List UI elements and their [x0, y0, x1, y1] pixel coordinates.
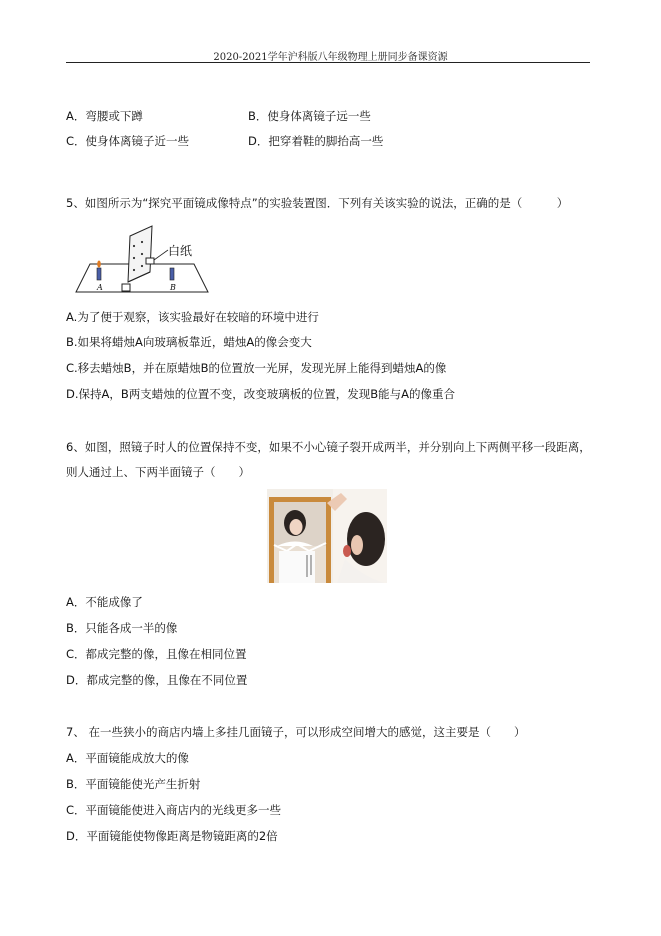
q5-option-d: D.保持A，B两支蜡烛的位置不变，改变玻璃板的位置，发现B能与A的像重合	[66, 387, 456, 401]
candle-a-icon	[97, 261, 101, 281]
q6-option-d: D．都成完整的像，且像在不同位置	[66, 673, 248, 687]
q6-option-c: C．都成完整的像，且像在相同位置	[66, 647, 247, 661]
q7-option-d: D．平面镜能使物像距离是物镜距离的2倍	[66, 829, 278, 843]
q4-option-c: C．使身体离镜子近一些	[66, 134, 190, 148]
candle-b-icon	[170, 268, 174, 280]
q5-option-b: B.如果将蜡烛A向玻璃板靠近，蜡烛A的像会变大	[66, 335, 312, 349]
q7-stem: 7、 在一些狭小的商店内墙上多挂几面镜子，可以形成空间增大的感觉，这主要是（ ）	[66, 725, 526, 739]
q7-option-a: A．平面镜能成放大的像	[66, 751, 189, 765]
q4-option-b: B．使身体离镜子远一些	[248, 109, 371, 123]
q4-option-d: D．把穿着鞋的脚抬高一些	[248, 134, 384, 148]
q7-option-b: B．平面镜能使光产生折射	[66, 777, 201, 791]
header-rule	[66, 62, 590, 63]
mirror-photo	[267, 489, 387, 583]
q5-stem: 5、如图所示为“探究平面镜成像特点”的实验装置图．下列有关该实验的说法，正确的是（ ）	[66, 196, 569, 210]
candle-a-label: A	[97, 283, 103, 292]
mirror-experiment-figure	[70, 222, 220, 298]
q4-option-a: A．弯腰或下蹲	[66, 109, 143, 123]
q7-option-c: C．平面镜能使进入商店内的光线更多一些	[66, 803, 282, 817]
glass-plate	[128, 226, 152, 282]
q6-stem-line2: 则人通过上、下两半面镜子（ ）	[66, 465, 250, 479]
q6-stem-line1: 6、如图，照镜子时人的位置保持不变，如果不小心镜子裂开成两半，并分别向上下两侧平移一段距离，	[66, 440, 591, 454]
page-header: 2020-2021学年沪科版八年级物理上册同步备课资源	[213, 52, 448, 63]
q5-option-c: C.移去蜡烛B，并在原蜡烛B的位置放一光屏，发现光屏上能得到蜡烛A的像	[66, 361, 447, 375]
paper-label: 白纸	[168, 244, 193, 258]
q6-option-a: A．不能成像了	[66, 595, 143, 609]
candle-b-label: B	[170, 283, 176, 292]
q5-option-a: A.为了便于观察，该实验最好在较暗的环境中进行	[66, 310, 319, 324]
q6-option-b: B．只能各成一半的像	[66, 621, 178, 635]
